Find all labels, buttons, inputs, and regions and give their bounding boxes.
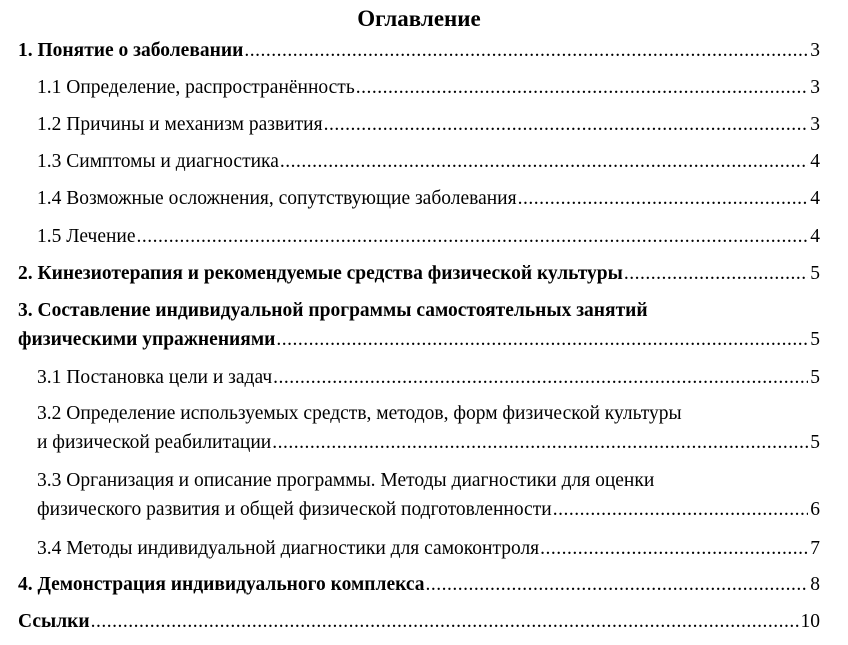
toc-page-number: 4: [810, 226, 820, 247]
toc-entry-3[interactable]: [18, 296, 820, 354]
toc-entry-references[interactable]: [18, 607, 820, 636]
toc-entry-text: Ссылки: [18, 611, 90, 632]
dot-leader: [244, 36, 808, 65]
dot-leader: [91, 607, 799, 636]
toc-page-number: 5: [810, 432, 820, 453]
toc-entry-text: 1.2 Причины и механизм развития: [37, 114, 323, 135]
toc-entry-text: 1. Понятие о заболевании: [18, 40, 244, 61]
toc-entry-text-line1: 3.3 Организация и описание программы. Методы диагностики для оценки: [37, 470, 655, 491]
toc-entry-1-5[interactable]: [37, 222, 820, 251]
toc-entry-text: 1.5 Лечение: [37, 226, 136, 247]
toc-entry-3-3[interactable]: [37, 466, 820, 524]
toc-page-number: 4: [810, 188, 820, 209]
toc-page-number: 3: [810, 77, 820, 98]
dot-leader: [540, 534, 808, 563]
toc-entry-text: 1.4 Возможные осложнения, сопутствующие заболевания: [37, 188, 517, 209]
toc-entry-1-3[interactable]: [37, 147, 820, 176]
dot-leader: [280, 147, 808, 176]
dot-leader: [624, 259, 808, 288]
toc-page-number: 8: [810, 574, 820, 595]
toc-entry-text: 3.1 Постановка цели и задач: [37, 367, 273, 388]
toc-entry-text-line1: 3.2 Определение используемых средств, методов, форм физической культуры: [37, 403, 682, 424]
toc-entry-1-1[interactable]: [37, 73, 820, 102]
toc-entry-1-4[interactable]: [37, 184, 820, 213]
dot-leader: [324, 110, 809, 139]
dot-leader: [553, 495, 809, 524]
toc-page-number: 4: [810, 151, 820, 172]
toc-page-number: 6: [810, 499, 820, 520]
dot-leader: [518, 184, 809, 213]
dot-leader: [356, 73, 809, 102]
toc-page-number: 5: [810, 367, 820, 388]
toc-entry-1-2[interactable]: [37, 110, 820, 139]
toc-entry-text: физического развития и общей физической подготовленности: [37, 499, 552, 520]
toc-page-number: 3: [810, 114, 820, 135]
toc-entry-text: 2. Кинезиотерапия и рекомендуемые средства физической культуры: [18, 263, 623, 284]
toc-entry-text: 1.1 Определение, распространённость: [37, 77, 355, 98]
dot-leader: [137, 222, 809, 251]
dot-leader: [273, 363, 808, 392]
dot-leader: [276, 325, 808, 354]
toc-entry-1[interactable]: [18, 36, 820, 65]
toc-entry-3-1[interactable]: [37, 363, 820, 392]
toc-entry-3-4[interactable]: [37, 534, 820, 563]
toc-entry-text: и физической реабилитации: [37, 432, 272, 453]
toc-entry-text: 3.4 Методы индивидуальной диагностики для самоконтроля: [37, 538, 540, 559]
toc-page-number: 7: [810, 538, 820, 559]
page-title: Оглавление: [357, 6, 481, 31]
toc-entry-text: 1.3 Симптомы и диагностика: [37, 151, 279, 172]
toc-entry-text: 4. Демонстрация индивидуального комплекса: [18, 574, 425, 595]
dot-leader: [426, 570, 809, 599]
toc-entry-text-line1: 3. Составление индивидуальной программы самостоятельных занятий: [18, 300, 648, 321]
toc-entry-4[interactable]: [18, 570, 820, 599]
toc-page-number: 3: [810, 40, 820, 61]
toc-page-number: 10: [800, 611, 820, 632]
toc-page-number: 5: [810, 329, 820, 350]
toc-page-number: 5: [810, 263, 820, 284]
toc-entry-3-2[interactable]: [37, 399, 820, 457]
toc-entry-2[interactable]: [18, 259, 820, 288]
dot-leader: [272, 428, 808, 457]
toc-entry-text: физическими упражнениями: [18, 329, 276, 350]
